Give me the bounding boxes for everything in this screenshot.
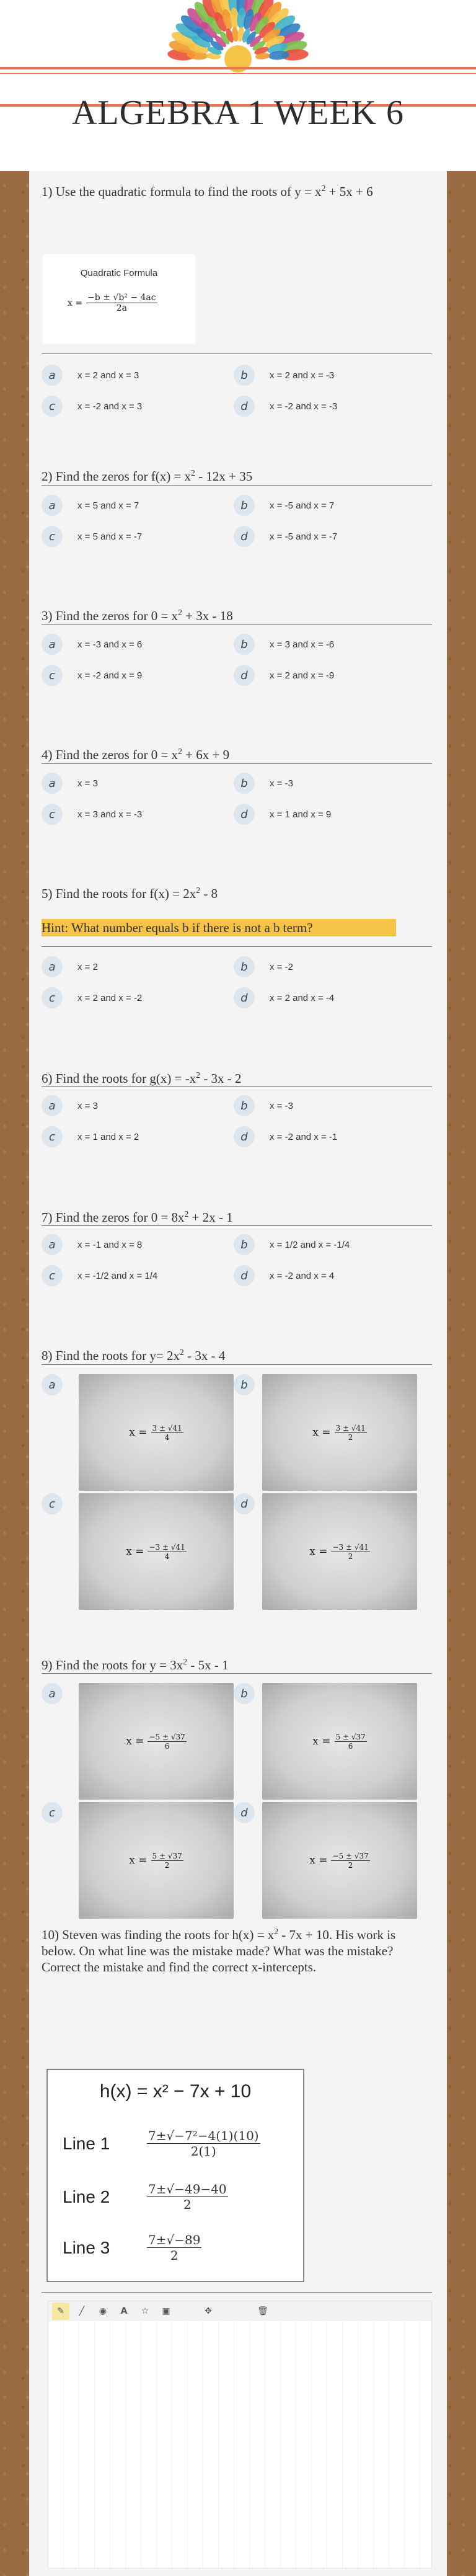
answer-photo: x = $\frac{-3 \pm √41}{4}$ [79,1493,234,1610]
answer-option[interactable] [234,1683,420,1807]
separator [42,1225,432,1226]
question-7: 7) Find the zeros for $0 = 8x^2 + 2x - 1$ [42,1209,233,1225]
hint-banner: Hint: What number equals b if there is not a b term? [42,919,396,936]
canvas-grid[interactable] [48,2321,431,2568]
option-letter-b: b [234,773,255,794]
question-3: 3) Find the zeros for $0 = x^2 + 3x - 18$ [42,608,233,623]
separator [42,485,432,486]
option-letter-d: d [234,1126,255,1147]
answer-option[interactable]: a x = 3 [42,773,221,794]
option-letter-d: d [234,987,255,1008]
move-icon[interactable]: ✥ [205,2306,212,2316]
answer-option[interactable] [42,1493,227,1617]
question-4: 4) Find the zeros for $0 = x^2 + 6x + 9$ [42,747,230,762]
question-8: 8) Find the roots for $y= 2x^2 - 3x - 4$ [42,1348,226,1363]
option-letter-a: a [42,495,63,516]
answer-option[interactable]: c x = 2 and x = -2 [42,987,221,1008]
answer-option[interactable]: b x = -2 [234,956,413,977]
pencil-icon[interactable]: ✎ [52,2303,69,2320]
option-letter-a: a [42,956,63,977]
answer-option[interactable]: b x = 3 and x = -6 [234,634,413,655]
answer-photo: x = $\frac{5 \pm √37}{6}$ [262,1683,417,1800]
answer-option[interactable]: a x = 2 [42,956,221,977]
option-letter-b: b [234,365,255,386]
question-9: 9) Find the roots for $y = 3x^2 - 5x - 1$ [42,1657,229,1672]
answer-photo: x = $\frac{3 \pm √41}{4}$ [79,1374,234,1491]
question-10: 10) Steven was finding the roots for $h(x) = x^2 - 7x + 10$. His work is below. On what line was the mistake made? What was the mistake? Correct the mistake and find the correct x-intercepts. [42,1927,396,1974]
question-1: 1) Use the quadratic formula to find the roots of $y = x^2 + 5x + 6$ [42,184,373,199]
answer-option[interactable]: b x = 1/2 and x = -1/4 [234,1234,413,1255]
option-letter-c: c [42,1493,63,1514]
option-letter-c: c [42,526,63,547]
option-letter-b: b [234,634,255,655]
star-icon[interactable]: ☆ [141,2306,149,2316]
work-line: Line 3 $\frac{7\pm√-89}{2}$ [63,2232,201,2263]
answer-option[interactable] [234,1802,420,1926]
option-letter-d: d [234,396,255,417]
separator [42,353,432,354]
option-letter-c: c [42,804,63,825]
answer-option[interactable]: a x = -3 and x = 6 [42,634,221,655]
option-letter-c: c [42,1265,63,1286]
separator [42,1673,432,1674]
option-letter-b: b [234,495,255,516]
answer-option[interactable]: b x = 2 and x = -3 [234,365,413,386]
answer-option[interactable]: c x = -1/2 and x = 1/4 [42,1265,221,1286]
answer-option[interactable]: c x = 1 and x = 2 [42,1126,221,1147]
image-icon[interactable]: ▣ [162,2306,170,2316]
option-letter-a: a [42,1374,63,1395]
separator [42,624,432,625]
answer-option[interactable] [42,1683,227,1807]
option-letter-b: b [234,1095,255,1116]
question-5: 5) Find the roots for $f(x) = 2x^2 - 8$ [42,886,218,901]
separator [42,1086,432,1087]
option-letter-a: a [42,634,63,655]
answer-photo: x = $\frac{-5 \pm √37}{2}$ [262,1802,417,1919]
answer-option[interactable] [42,1374,227,1498]
answer-option[interactable]: d x = -2 and x = -1 [234,1126,413,1147]
work-heading: h(x) = x² − 7x + 10 [99,2081,252,2102]
option-letter-c: c [42,396,63,417]
option-letter-a: a [42,1095,63,1116]
answer-photo: x = $\frac{5 \pm √37}{2}$ [79,1802,234,1919]
answer-option[interactable]: c x = -2 and x = 3 [42,396,221,417]
formula-label: Quadratic Formula [80,268,158,278]
option-letter-d: d [234,804,255,825]
separator [42,1364,432,1365]
option-letter-d: d [234,665,255,686]
option-letter-b: b [234,1374,255,1395]
option-letter-c: c [42,1802,63,1823]
separator [42,2292,432,2293]
answer-option[interactable]: d x = -2 and x = -3 [234,396,413,417]
answer-option[interactable]: c x = 3 and x = -3 [42,804,221,825]
answer-option[interactable]: d x = -5 and x = -7 [234,526,413,547]
header-rule [0,67,476,69]
answer-option[interactable] [234,1493,420,1617]
page-title: ALGEBRA 1 WEEK 6 [71,94,405,132]
answer-option[interactable] [234,1374,420,1498]
answer-option[interactable]: d x = -2 and x = 4 [234,1265,413,1286]
option-letter-a: a [42,773,63,794]
answer-photo: x = $\frac{-5 \pm √37}{6}$ [79,1683,234,1800]
quadratic-formula-card [43,254,195,344]
separator [42,946,432,947]
option-letter-b: b [234,1683,255,1704]
answer-option[interactable]: b x = -3 [234,1095,413,1116]
separator [42,763,432,764]
answer-option[interactable]: d x = 2 and x = -4 [234,987,413,1008]
answer-option[interactable]: b x = -3 [234,773,413,794]
option-letter-d: d [234,1265,255,1286]
option-letter-d: d [234,526,255,547]
option-letter-d: d [234,1493,255,1514]
option-letter-b: b [234,1234,255,1255]
trash-icon[interactable]: 🗑 [257,2306,268,2316]
work-line: Line 2 $\frac{7\pm√-49-40}{2}$ [63,2182,227,2212]
answer-option[interactable]: a x = 2 and x = 3 [42,365,221,386]
worksheet [29,171,447,2576]
color-icon[interactable]: ◉ [99,2306,107,2316]
option-letter-c: c [42,665,63,686]
answer-option[interactable]: c x = 5 and x = -7 [42,526,221,547]
answer-option[interactable]: d x = 1 and x = 9 [234,804,413,825]
option-letter-c: c [42,1126,63,1147]
option-letter-a: a [42,1234,63,1255]
option-letter-d: d [234,1802,255,1823]
page-header [0,0,476,171]
answer-option[interactable]: a x = -1 and x = 8 [42,1234,221,1255]
answer-option[interactable]: a x = 5 and x = 7 [42,495,221,516]
option-letter-b: b [234,956,255,977]
drawing-toolbar [48,2301,431,2321]
pen-icon[interactable]: ╱ [79,2306,85,2316]
option-letter-a: a [42,1683,63,1704]
answer-option[interactable]: c x = -2 and x = 9 [42,665,221,686]
answer-option[interactable]: a x = 3 [42,1095,221,1116]
header-rule-thin [0,73,476,74]
option-letter-c: c [42,987,63,1008]
answer-option[interactable] [42,1802,227,1926]
formula-equation: x = $\frac{\text{−b ± √b² − 4ac}}{2a}$ [68,293,156,313]
drawing-canvas[interactable] [48,2301,432,2569]
answer-photo: x = $\frac{-3 \pm √41}{2}$ [262,1493,417,1610]
work-line: Line 1 $\frac{\text{7±√−7²−4(1)(10)}}{2(1)}$ [63,2128,259,2159]
question-6: 6) Find the roots for $g(x) = -x^2 - 3x - 2$ [42,1070,242,1086]
option-letter-a: a [42,365,63,386]
answer-photo: x = $\frac{3 \pm √41}{2}$ [262,1374,417,1491]
student-work-image [46,2069,304,2282]
text-icon[interactable]: A [120,2306,128,2316]
mandala-decoration [114,0,362,74]
question-2: 2) Find the zeros for $f(x) = x^2 - 12x + 35$ [42,468,253,484]
answer-option[interactable]: d x = 2 and x = -9 [234,665,413,686]
answer-option[interactable]: b x = -5 and x = 7 [234,495,413,516]
